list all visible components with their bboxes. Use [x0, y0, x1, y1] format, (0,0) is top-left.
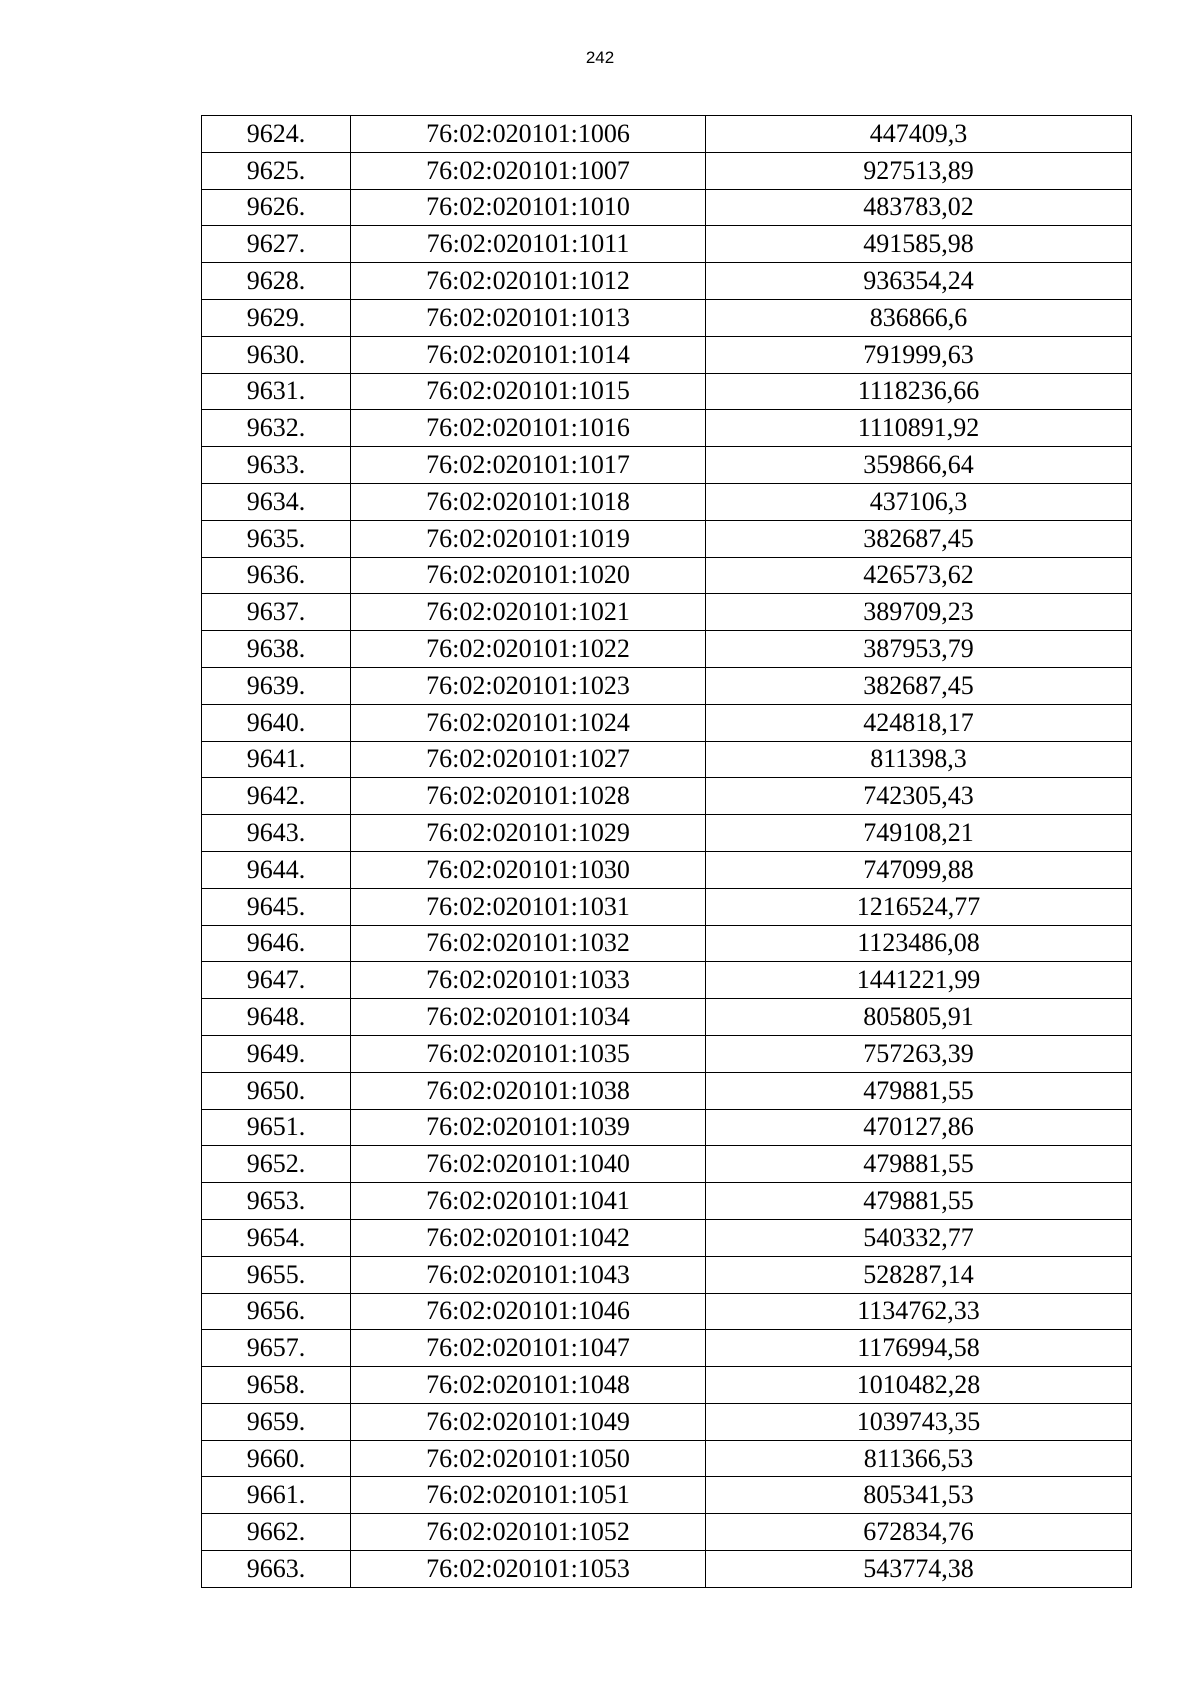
cadastral-value-cell: 359866,64 — [706, 447, 1132, 484]
cadastral-number-cell: 76:02:020101:1011 — [351, 226, 706, 263]
cadastral-value-cell: 387953,79 — [706, 631, 1132, 668]
row-number-cell: 9627. — [202, 226, 351, 263]
table-row — [202, 1551, 1132, 1588]
row-number-cell: 9635. — [202, 520, 351, 557]
row-number-cell: 9656. — [202, 1293, 351, 1330]
cadastral-number-cell: 76:02:020101:1043 — [351, 1256, 706, 1293]
table-row — [202, 373, 1132, 410]
table-row — [202, 1072, 1132, 1109]
row-number-cell: 9641. — [202, 741, 351, 778]
row-number-cell: 9649. — [202, 1035, 351, 1072]
cadastral-number-cell: 76:02:020101:1018 — [351, 483, 706, 520]
table-row — [202, 1477, 1132, 1514]
row-number-cell: 9651. — [202, 1109, 351, 1146]
row-number-cell: 9652. — [202, 1146, 351, 1183]
table-row — [202, 815, 1132, 852]
table-row — [202, 520, 1132, 557]
cadastral-number-cell: 76:02:020101:1014 — [351, 336, 706, 373]
cadastral-value-cell: 672834,76 — [706, 1514, 1132, 1551]
cadastral-number-cell: 76:02:020101:1027 — [351, 741, 706, 778]
cadastral-value-cell: 491585,98 — [706, 226, 1132, 263]
row-number-cell: 9659. — [202, 1403, 351, 1440]
row-number-cell: 9648. — [202, 999, 351, 1036]
row-number-cell: 9644. — [202, 851, 351, 888]
cadastral-value-cell: 1216524,77 — [706, 888, 1132, 925]
table-row — [202, 1109, 1132, 1146]
cadastral-number-cell: 76:02:020101:1046 — [351, 1293, 706, 1330]
cadastral-value-cell: 389709,23 — [706, 594, 1132, 631]
cadastral-value-cell: 936354,24 — [706, 263, 1132, 300]
cadastral-value-cell: 1176994,58 — [706, 1330, 1132, 1367]
page-number: 242 — [585, 48, 615, 67]
cadastral-value-cell: 470127,86 — [706, 1109, 1132, 1146]
table-row — [202, 667, 1132, 704]
table-row — [202, 1219, 1132, 1256]
cadastral-value-cell: 811366,53 — [706, 1440, 1132, 1477]
table-row — [202, 1403, 1132, 1440]
table-row — [202, 189, 1132, 226]
table-row — [202, 1256, 1132, 1293]
cadastral-value-cell: 437106,3 — [706, 483, 1132, 520]
table-row — [202, 447, 1132, 484]
row-number-cell: 9660. — [202, 1440, 351, 1477]
table-row — [202, 778, 1132, 815]
cadastral-number-cell: 76:02:020101:1049 — [351, 1403, 706, 1440]
table-row — [202, 557, 1132, 594]
row-number-cell: 9633. — [202, 447, 351, 484]
cadastral-number-cell: 76:02:020101:1017 — [351, 447, 706, 484]
table-row — [202, 851, 1132, 888]
cadastral-value-cell: 791999,63 — [706, 336, 1132, 373]
cadastral-number-cell: 76:02:020101:1013 — [351, 299, 706, 336]
cadastral-value-cell: 805341,53 — [706, 1477, 1132, 1514]
cadastral-number-cell: 76:02:020101:1052 — [351, 1514, 706, 1551]
row-number-cell: 9662. — [202, 1514, 351, 1551]
cadastral-number-cell: 76:02:020101:1041 — [351, 1183, 706, 1220]
cadastral-number-cell: 76:02:020101:1030 — [351, 851, 706, 888]
cadastral-value-cell: 424818,17 — [706, 704, 1132, 741]
cadastral-value-cell: 1110891,92 — [706, 410, 1132, 447]
cadastral-number-cell: 76:02:020101:1016 — [351, 410, 706, 447]
cadastral-number-cell: 76:02:020101:1024 — [351, 704, 706, 741]
cadastral-value-cell: 382687,45 — [706, 520, 1132, 557]
cadastral-number-cell: 76:02:020101:1035 — [351, 1035, 706, 1072]
cadastral-value-cell: 747099,88 — [706, 851, 1132, 888]
cadastral-number-cell: 76:02:020101:1012 — [351, 263, 706, 300]
cadastral-value-cell: 382687,45 — [706, 667, 1132, 704]
cadastral-number-cell: 76:02:020101:1032 — [351, 925, 706, 962]
cadastral-value-cell: 543774,38 — [706, 1551, 1132, 1588]
cadastral-value-cell: 927513,89 — [706, 152, 1132, 189]
row-number-cell: 9663. — [202, 1551, 351, 1588]
cadastral-number-cell: 76:02:020101:1053 — [351, 1551, 706, 1588]
table-row — [202, 336, 1132, 373]
cadastral-number-cell: 76:02:020101:1042 — [351, 1219, 706, 1256]
table-row — [202, 1440, 1132, 1477]
cadastral-value-cell: 805805,91 — [706, 999, 1132, 1036]
row-number-cell: 9629. — [202, 299, 351, 336]
cadastral-value-cell: 836866,6 — [706, 299, 1132, 336]
cadastral-number-cell: 76:02:020101:1048 — [351, 1367, 706, 1404]
row-number-cell: 9632. — [202, 410, 351, 447]
table-row — [202, 1330, 1132, 1367]
table-row — [202, 704, 1132, 741]
cadastral-number-cell: 76:02:020101:1022 — [351, 631, 706, 668]
table-row — [202, 925, 1132, 962]
cadastral-value-cell: 742305,43 — [706, 778, 1132, 815]
table-row — [202, 962, 1132, 999]
table-row — [202, 631, 1132, 668]
cadastral-number-cell: 76:02:020101:1040 — [351, 1146, 706, 1183]
row-number-cell: 9661. — [202, 1477, 351, 1514]
row-number-cell: 9654. — [202, 1219, 351, 1256]
table-row — [202, 1514, 1132, 1551]
row-number-cell: 9639. — [202, 667, 351, 704]
table-row — [202, 1035, 1132, 1072]
row-number-cell: 9646. — [202, 925, 351, 962]
cadastral-value-table — [201, 115, 1132, 1588]
cadastral-value-cell: 811398,3 — [706, 741, 1132, 778]
cadastral-number-cell: 76:02:020101:1039 — [351, 1109, 706, 1146]
cadastral-value-cell: 1118236,66 — [706, 373, 1132, 410]
row-number-cell: 9624. — [202, 116, 351, 153]
row-number-cell: 9657. — [202, 1330, 351, 1367]
table-row — [202, 483, 1132, 520]
cadastral-number-cell: 76:02:020101:1029 — [351, 815, 706, 852]
cadastral-value-cell: 1039743,35 — [706, 1403, 1132, 1440]
cadastral-number-cell: 76:02:020101:1051 — [351, 1477, 706, 1514]
cadastral-value-cell: 479881,55 — [706, 1072, 1132, 1109]
cadastral-number-cell: 76:02:020101:1033 — [351, 962, 706, 999]
row-number-cell: 9643. — [202, 815, 351, 852]
table-row — [202, 410, 1132, 447]
table-row — [202, 299, 1132, 336]
table-row — [202, 1367, 1132, 1404]
cadastral-value-cell: 757263,39 — [706, 1035, 1132, 1072]
cadastral-number-cell: 76:02:020101:1023 — [351, 667, 706, 704]
row-number-cell: 9625. — [202, 152, 351, 189]
cadastral-value-cell: 1134762,33 — [706, 1293, 1132, 1330]
cadastral-number-cell: 76:02:020101:1034 — [351, 999, 706, 1036]
cadastral-number-cell: 76:02:020101:1007 — [351, 152, 706, 189]
cadastral-value-cell: 1123486,08 — [706, 925, 1132, 962]
cadastral-value-cell: 479881,55 — [706, 1183, 1132, 1220]
row-number-cell: 9645. — [202, 888, 351, 925]
row-number-cell: 9653. — [202, 1183, 351, 1220]
cadastral-number-cell: 76:02:020101:1038 — [351, 1072, 706, 1109]
row-number-cell: 9637. — [202, 594, 351, 631]
cadastral-number-cell: 76:02:020101:1050 — [351, 1440, 706, 1477]
cadastral-value-cell: 426573,62 — [706, 557, 1132, 594]
cadastral-value-cell: 479881,55 — [706, 1146, 1132, 1183]
table-row — [202, 226, 1132, 263]
table-row — [202, 1293, 1132, 1330]
table-row — [202, 1183, 1132, 1220]
cadastral-number-cell: 76:02:020101:1010 — [351, 189, 706, 226]
cadastral-number-cell: 76:02:020101:1031 — [351, 888, 706, 925]
row-number-cell: 9626. — [202, 189, 351, 226]
table-row — [202, 741, 1132, 778]
cadastral-value-cell: 1010482,28 — [706, 1367, 1132, 1404]
cadastral-number-cell: 76:02:020101:1028 — [351, 778, 706, 815]
row-number-cell: 9647. — [202, 962, 351, 999]
table-row — [202, 594, 1132, 631]
cadastral-value-cell: 528287,14 — [706, 1256, 1132, 1293]
cadastral-value-cell: 540332,77 — [706, 1219, 1132, 1256]
row-number-cell: 9630. — [202, 336, 351, 373]
row-number-cell: 9634. — [202, 483, 351, 520]
row-number-cell: 9628. — [202, 263, 351, 300]
row-number-cell: 9638. — [202, 631, 351, 668]
cadastral-number-cell: 76:02:020101:1021 — [351, 594, 706, 631]
row-number-cell: 9636. — [202, 557, 351, 594]
cadastral-number-cell: 76:02:020101:1020 — [351, 557, 706, 594]
cadastral-value-cell: 1441221,99 — [706, 962, 1132, 999]
table-row — [202, 999, 1132, 1036]
row-number-cell: 9642. — [202, 778, 351, 815]
cadastral-number-cell: 76:02:020101:1019 — [351, 520, 706, 557]
table-row — [202, 888, 1132, 925]
row-number-cell: 9631. — [202, 373, 351, 410]
cadastral-value-cell: 447409,3 — [706, 116, 1132, 153]
row-number-cell: 9650. — [202, 1072, 351, 1109]
cadastral-number-cell: 76:02:020101:1015 — [351, 373, 706, 410]
cadastral-value-cell: 749108,21 — [706, 815, 1132, 852]
table-row — [202, 116, 1132, 153]
table-row — [202, 1146, 1132, 1183]
table-row — [202, 263, 1132, 300]
cadastral-value-cell: 483783,02 — [706, 189, 1132, 226]
row-number-cell: 9640. — [202, 704, 351, 741]
cadastral-number-cell: 76:02:020101:1006 — [351, 116, 706, 153]
cadastral-number-cell: 76:02:020101:1047 — [351, 1330, 706, 1367]
row-number-cell: 9658. — [202, 1367, 351, 1404]
table-row — [202, 152, 1132, 189]
table-body — [202, 116, 1132, 1588]
row-number-cell: 9655. — [202, 1256, 351, 1293]
